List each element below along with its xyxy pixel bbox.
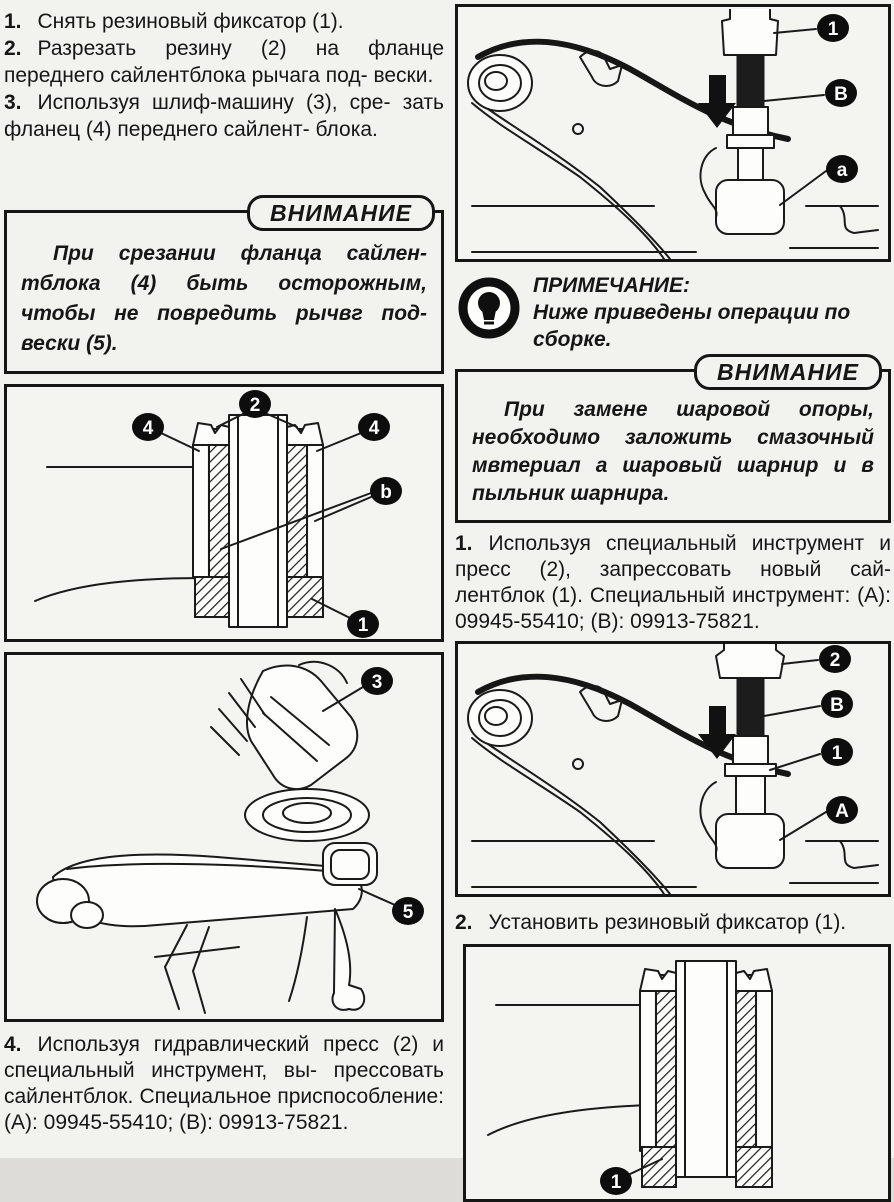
step-text: Используя специальный инструмент и пресс (2), запрессовать новый сай- лентблок (1). Специальный инструмент: (А): 09945-55410; (В): 09913-75821. xyxy=(455,532,891,633)
figure-bushing-installed xyxy=(463,944,891,1202)
callout-1 xyxy=(600,1167,632,1195)
step-1-assembly xyxy=(455,531,891,635)
callout-1 xyxy=(821,738,853,766)
step-text: Снять резиновый фиксатор (1). xyxy=(37,10,344,33)
step-number: 1. xyxy=(4,10,22,33)
step-text: Используя гидравлический пресс (2) и специальный инструмент, вы- прессовать сайлентблок. Специальное приспособление: (А): 09945-55410; (В): 09913-75821. xyxy=(4,1033,444,1134)
press-diagram-top xyxy=(458,7,888,259)
note-block xyxy=(455,272,891,353)
figure-press-install xyxy=(455,641,891,897)
step-text: Используя шлиф-машину (3), сре- зать фланец (4) переднего сайлент- блока. xyxy=(4,91,444,141)
svg-text:A: A xyxy=(835,801,849,822)
press-diagram-mid xyxy=(458,644,888,894)
note-text: Ниже приведены операции по сборке. xyxy=(533,301,851,351)
svg-text:4: 4 xyxy=(142,418,154,439)
svg-text:a: a xyxy=(836,160,848,181)
grinder-diagram xyxy=(7,655,441,1019)
callout-2 xyxy=(819,645,851,673)
callout-4-left xyxy=(132,413,164,441)
callout-1 xyxy=(347,610,379,638)
callout-a xyxy=(826,155,858,183)
step-number: 2. xyxy=(4,37,22,60)
step-number: 4. xyxy=(4,1033,22,1056)
callout-5 xyxy=(392,897,424,925)
bushing-cross-section-diagram xyxy=(7,387,441,639)
step-2 xyxy=(4,35,444,89)
svg-text:b: b xyxy=(380,482,392,503)
svg-text:1: 1 xyxy=(357,615,369,636)
warning-label: ВНИМАНИЕ xyxy=(247,195,435,231)
warning-box-right xyxy=(455,359,891,523)
bushing-installed-diagram xyxy=(466,947,888,1199)
warning-label: ВНИМАНИЕ xyxy=(694,354,882,390)
step-4 xyxy=(4,1032,444,1136)
note-content xyxy=(533,272,891,353)
callout-4-right xyxy=(358,413,390,441)
figure-bushing-removal xyxy=(4,384,444,642)
figure-grinder-arm xyxy=(4,652,444,1022)
step-number: 1. xyxy=(455,532,473,555)
svg-text:2: 2 xyxy=(829,650,841,671)
svg-text:4: 4 xyxy=(368,418,380,439)
step-1 xyxy=(4,8,444,35)
callout-b xyxy=(370,477,402,505)
callout-B xyxy=(825,79,857,107)
warning-text: При срезании фланца сайлен- тблока (4) быть осторожным, чтобы не повредить рычвг под- вески (5). xyxy=(21,242,427,355)
svg-text:B: B xyxy=(834,84,848,105)
svg-text:1: 1 xyxy=(610,1172,622,1193)
svg-text:B: B xyxy=(830,695,844,716)
svg-text:2: 2 xyxy=(249,395,261,416)
callout-1 xyxy=(817,14,849,42)
left-column xyxy=(4,4,444,1136)
callout-B xyxy=(821,690,853,718)
step-3 xyxy=(4,89,444,143)
svg-text:1: 1 xyxy=(831,743,843,764)
svg-text:5: 5 xyxy=(402,902,414,923)
callout-3 xyxy=(361,667,393,695)
note-title: ПРИМЕЧАНИЕ: xyxy=(533,274,691,297)
svg-text:1: 1 xyxy=(827,19,839,40)
step-text: Разрезать резину (2) на фланце переднего сайлентблока рычага под- вески. xyxy=(4,37,444,87)
warning-box-left xyxy=(4,200,444,374)
disassembly-steps xyxy=(4,8,444,198)
down-arrow-icon xyxy=(698,706,736,759)
step-2-assembly xyxy=(455,909,891,936)
step-number: 3. xyxy=(4,91,22,114)
right-column xyxy=(455,4,891,1202)
svg-text:3: 3 xyxy=(371,672,383,693)
callout-2 xyxy=(239,390,271,418)
step-text: Установить резиновый фиксатор (1). xyxy=(488,911,847,934)
warning-text: При замене шаровой опоры, необходимо заложить смазочный мвтериал а шаровый шарнир и в пыльник шарнира. xyxy=(472,398,874,505)
step-number: 2. xyxy=(455,911,473,934)
lightbulb-icon xyxy=(457,276,521,340)
figure-press-removal xyxy=(455,4,891,262)
callout-A xyxy=(826,796,858,824)
